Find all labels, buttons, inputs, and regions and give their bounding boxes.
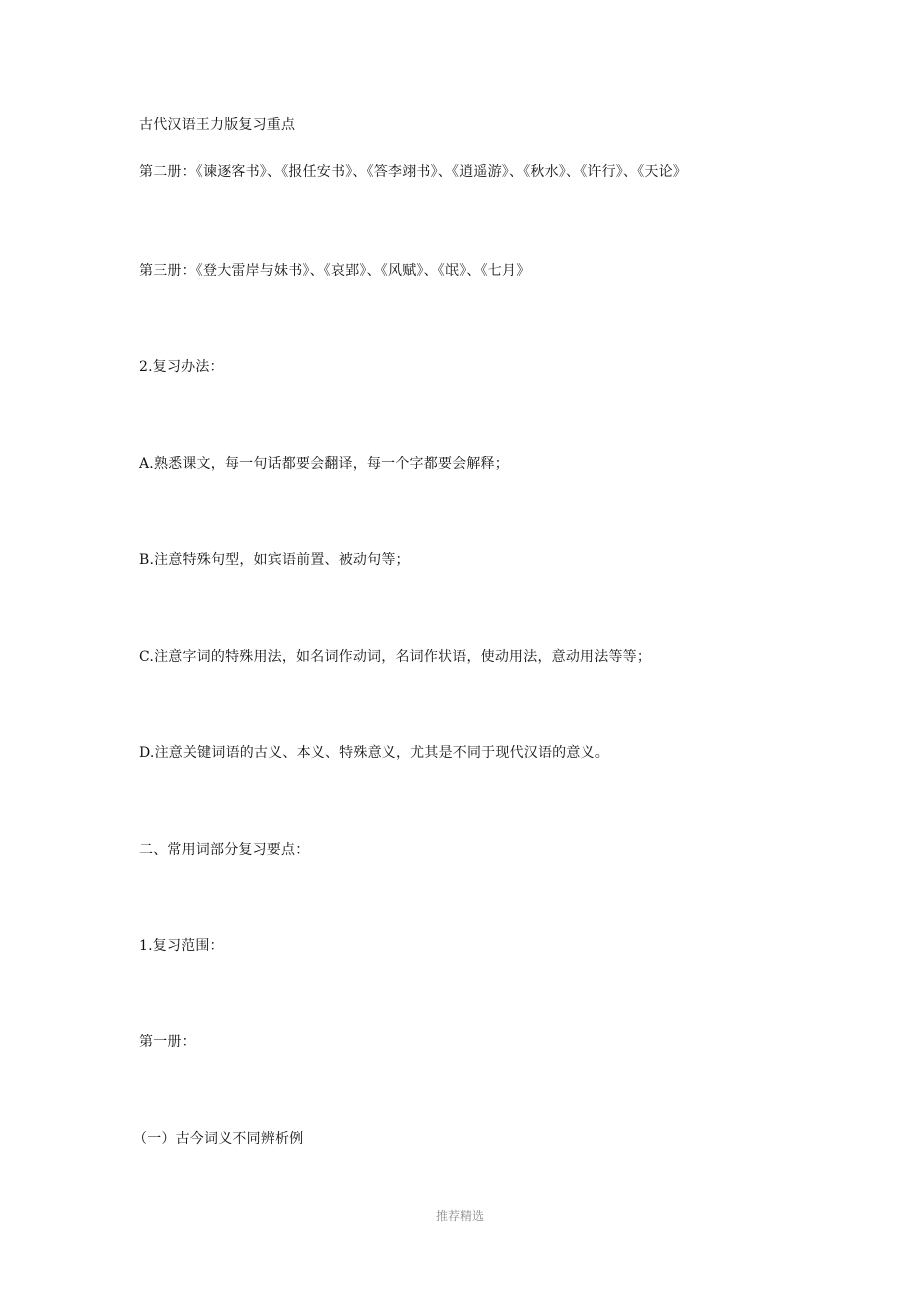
- text-line-volume-3: 第三册：《登大雷岸与妹书》、《哀郢》、《风赋》、《氓》、《七月》: [139, 263, 531, 279]
- text-line-method-c: C.注意字词的特殊用法，如名词作动词，名词作状语，使动用法，意动用法等等；: [139, 649, 652, 665]
- text-line-volume-2: 第二册：《谏逐客书》、《报任安书》、《答李翊书》、《逍遥游》、《秋水》、《许行》、《天论》: [139, 164, 687, 180]
- subsection-heading-word-meaning: （一）古今词义不同辨析例: [133, 1131, 304, 1147]
- text-line-review-method: 2.复习办法：: [139, 359, 224, 375]
- text-line-method-d: D.注意关键词语的古义、本义、特殊意义，尤其是不同于现代汉语的意义。: [139, 745, 609, 761]
- text-line-method-b: B.注意特殊句型，如宾语前置、被动句等；: [139, 552, 410, 568]
- section-heading-common-words: 二、常用词部分复习要点：: [139, 842, 310, 858]
- text-line-volume-1: 第一册：: [139, 1034, 196, 1050]
- text-line-method-a: A.熟悉课文，每一句话都要会翻译，每一个字都要会解释；: [139, 456, 509, 472]
- document-title: 古代汉语王力版复习重点: [139, 117, 296, 133]
- page-footer: 推荐精选: [435, 1209, 484, 1223]
- text-line-review-scope: 1.复习范围：: [139, 938, 224, 954]
